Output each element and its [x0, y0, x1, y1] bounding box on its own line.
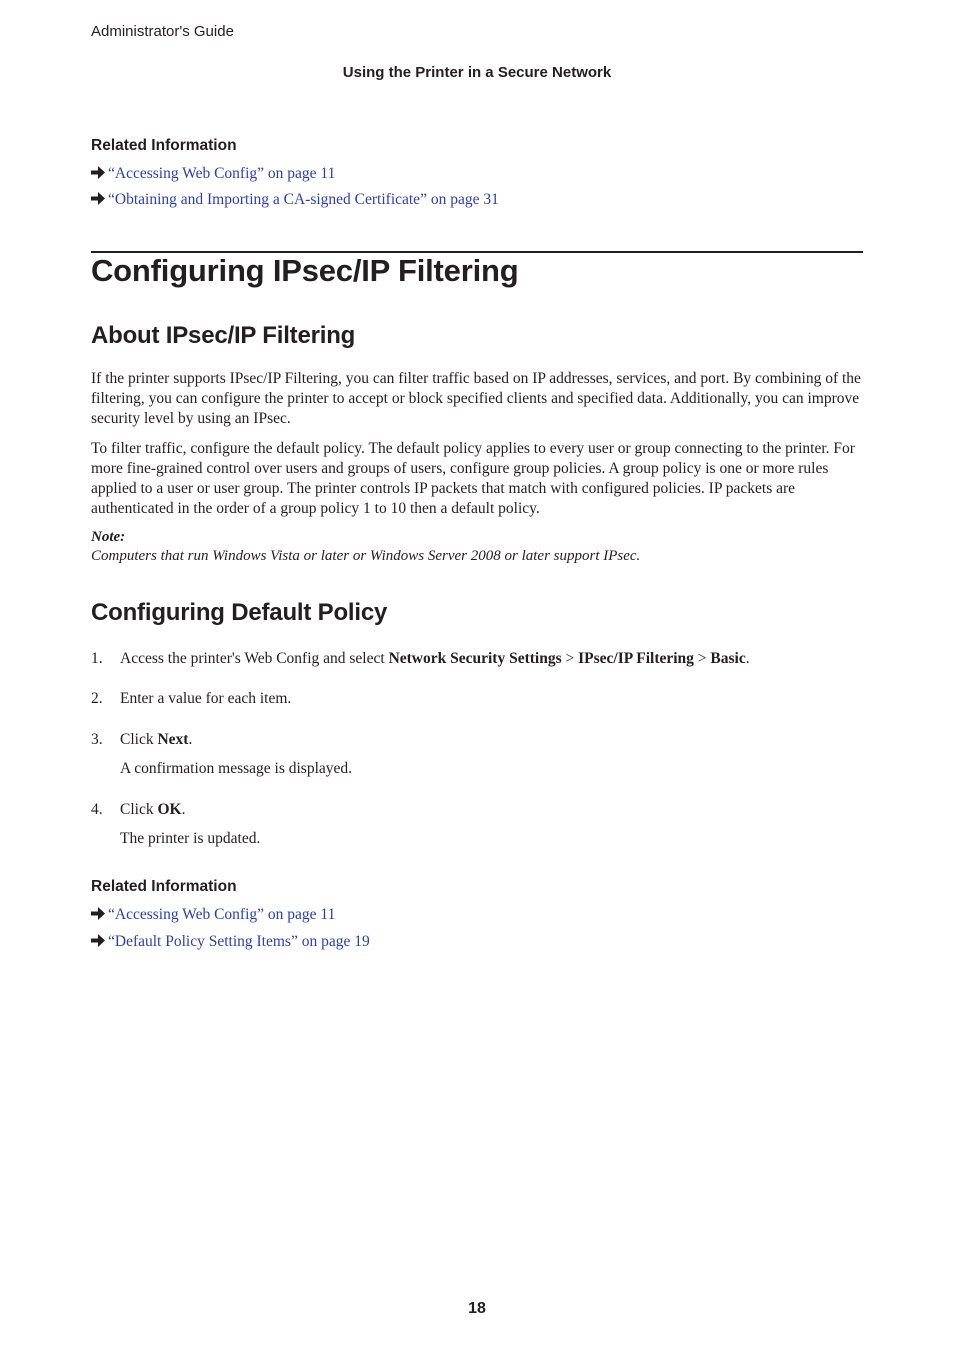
- subsection-title-about: About IPsec/IP Filtering: [91, 322, 356, 349]
- step-result: The printer is updated.: [120, 830, 261, 847]
- about-paragraph-1: If the printer supports IPsec/IP Filtering, you can filter traffic based on IP addresses, services, and port. By combining of the filtering, you can configure the printer to accept or block specified clients and specified data. Additionally, you can improve security level by using an IPsec.: [91, 370, 861, 427]
- page-number: 18: [468, 1300, 486, 1317]
- running-head: Using the Printer in a Secure Network: [342, 64, 612, 81]
- note-label: Note:: [91, 529, 126, 545]
- step-text: Click Next.: [120, 731, 193, 748]
- arrow-right-icon: [91, 933, 108, 951]
- step-text: Click OK.: [120, 801, 186, 818]
- arrow-right-icon: [91, 165, 108, 183]
- related-link-row[interactable]: [91, 933, 370, 951]
- step-text: Enter a value for each item.: [120, 690, 292, 707]
- arrow-right-icon: [91, 906, 108, 924]
- step-number: 4.: [91, 801, 103, 818]
- arrow-right-icon: [91, 191, 108, 209]
- subsection-title-default-policy: Configuring Default Policy: [91, 599, 388, 626]
- step-number: 2.: [91, 690, 103, 707]
- related-link[interactable]: “Accessing Web Config” on page 11: [108, 906, 336, 923]
- section-title: Configuring IPsec/IP Filtering: [91, 253, 519, 288]
- related-link[interactable]: “Obtaining and Importing a CA-signed Certificate” on page 31: [108, 191, 499, 208]
- related-link[interactable]: “Accessing Web Config” on page 11: [108, 165, 336, 182]
- related-link-row[interactable]: [91, 906, 335, 924]
- note-text: Computers that run Windows Vista or later or Windows Server 2008 or later support IPsec.: [91, 548, 641, 564]
- about-paragraph-2: To filter traffic, configure the default policy. The default policy applies to every user or group connecting to the printer. For more fine-grained control over users and groups of users, configure group policies. A group policy is one or more rules applied to a user or user group. The printer controls IP packets that match with configured policies. IP packets are authenticated in the order of a group policy 1 to 10 then a default policy.: [91, 440, 855, 517]
- step-text: Access the printer's Web Config and select Network Security Settings > IPsec/IP Filtering > Basic.: [120, 650, 750, 667]
- related-link-row[interactable]: [91, 191, 499, 209]
- related-link[interactable]: “Default Policy Setting Items” on page 19: [108, 933, 370, 950]
- step-number: 3.: [91, 731, 103, 748]
- related-info-heading: Related Information: [91, 878, 237, 895]
- document-title: Administrator's Guide: [91, 23, 234, 40]
- step-result: A confirmation message is displayed.: [120, 760, 353, 777]
- step-number: 1.: [91, 650, 103, 667]
- related-info-heading: Related Information: [91, 137, 237, 154]
- related-link-row[interactable]: [91, 165, 335, 183]
